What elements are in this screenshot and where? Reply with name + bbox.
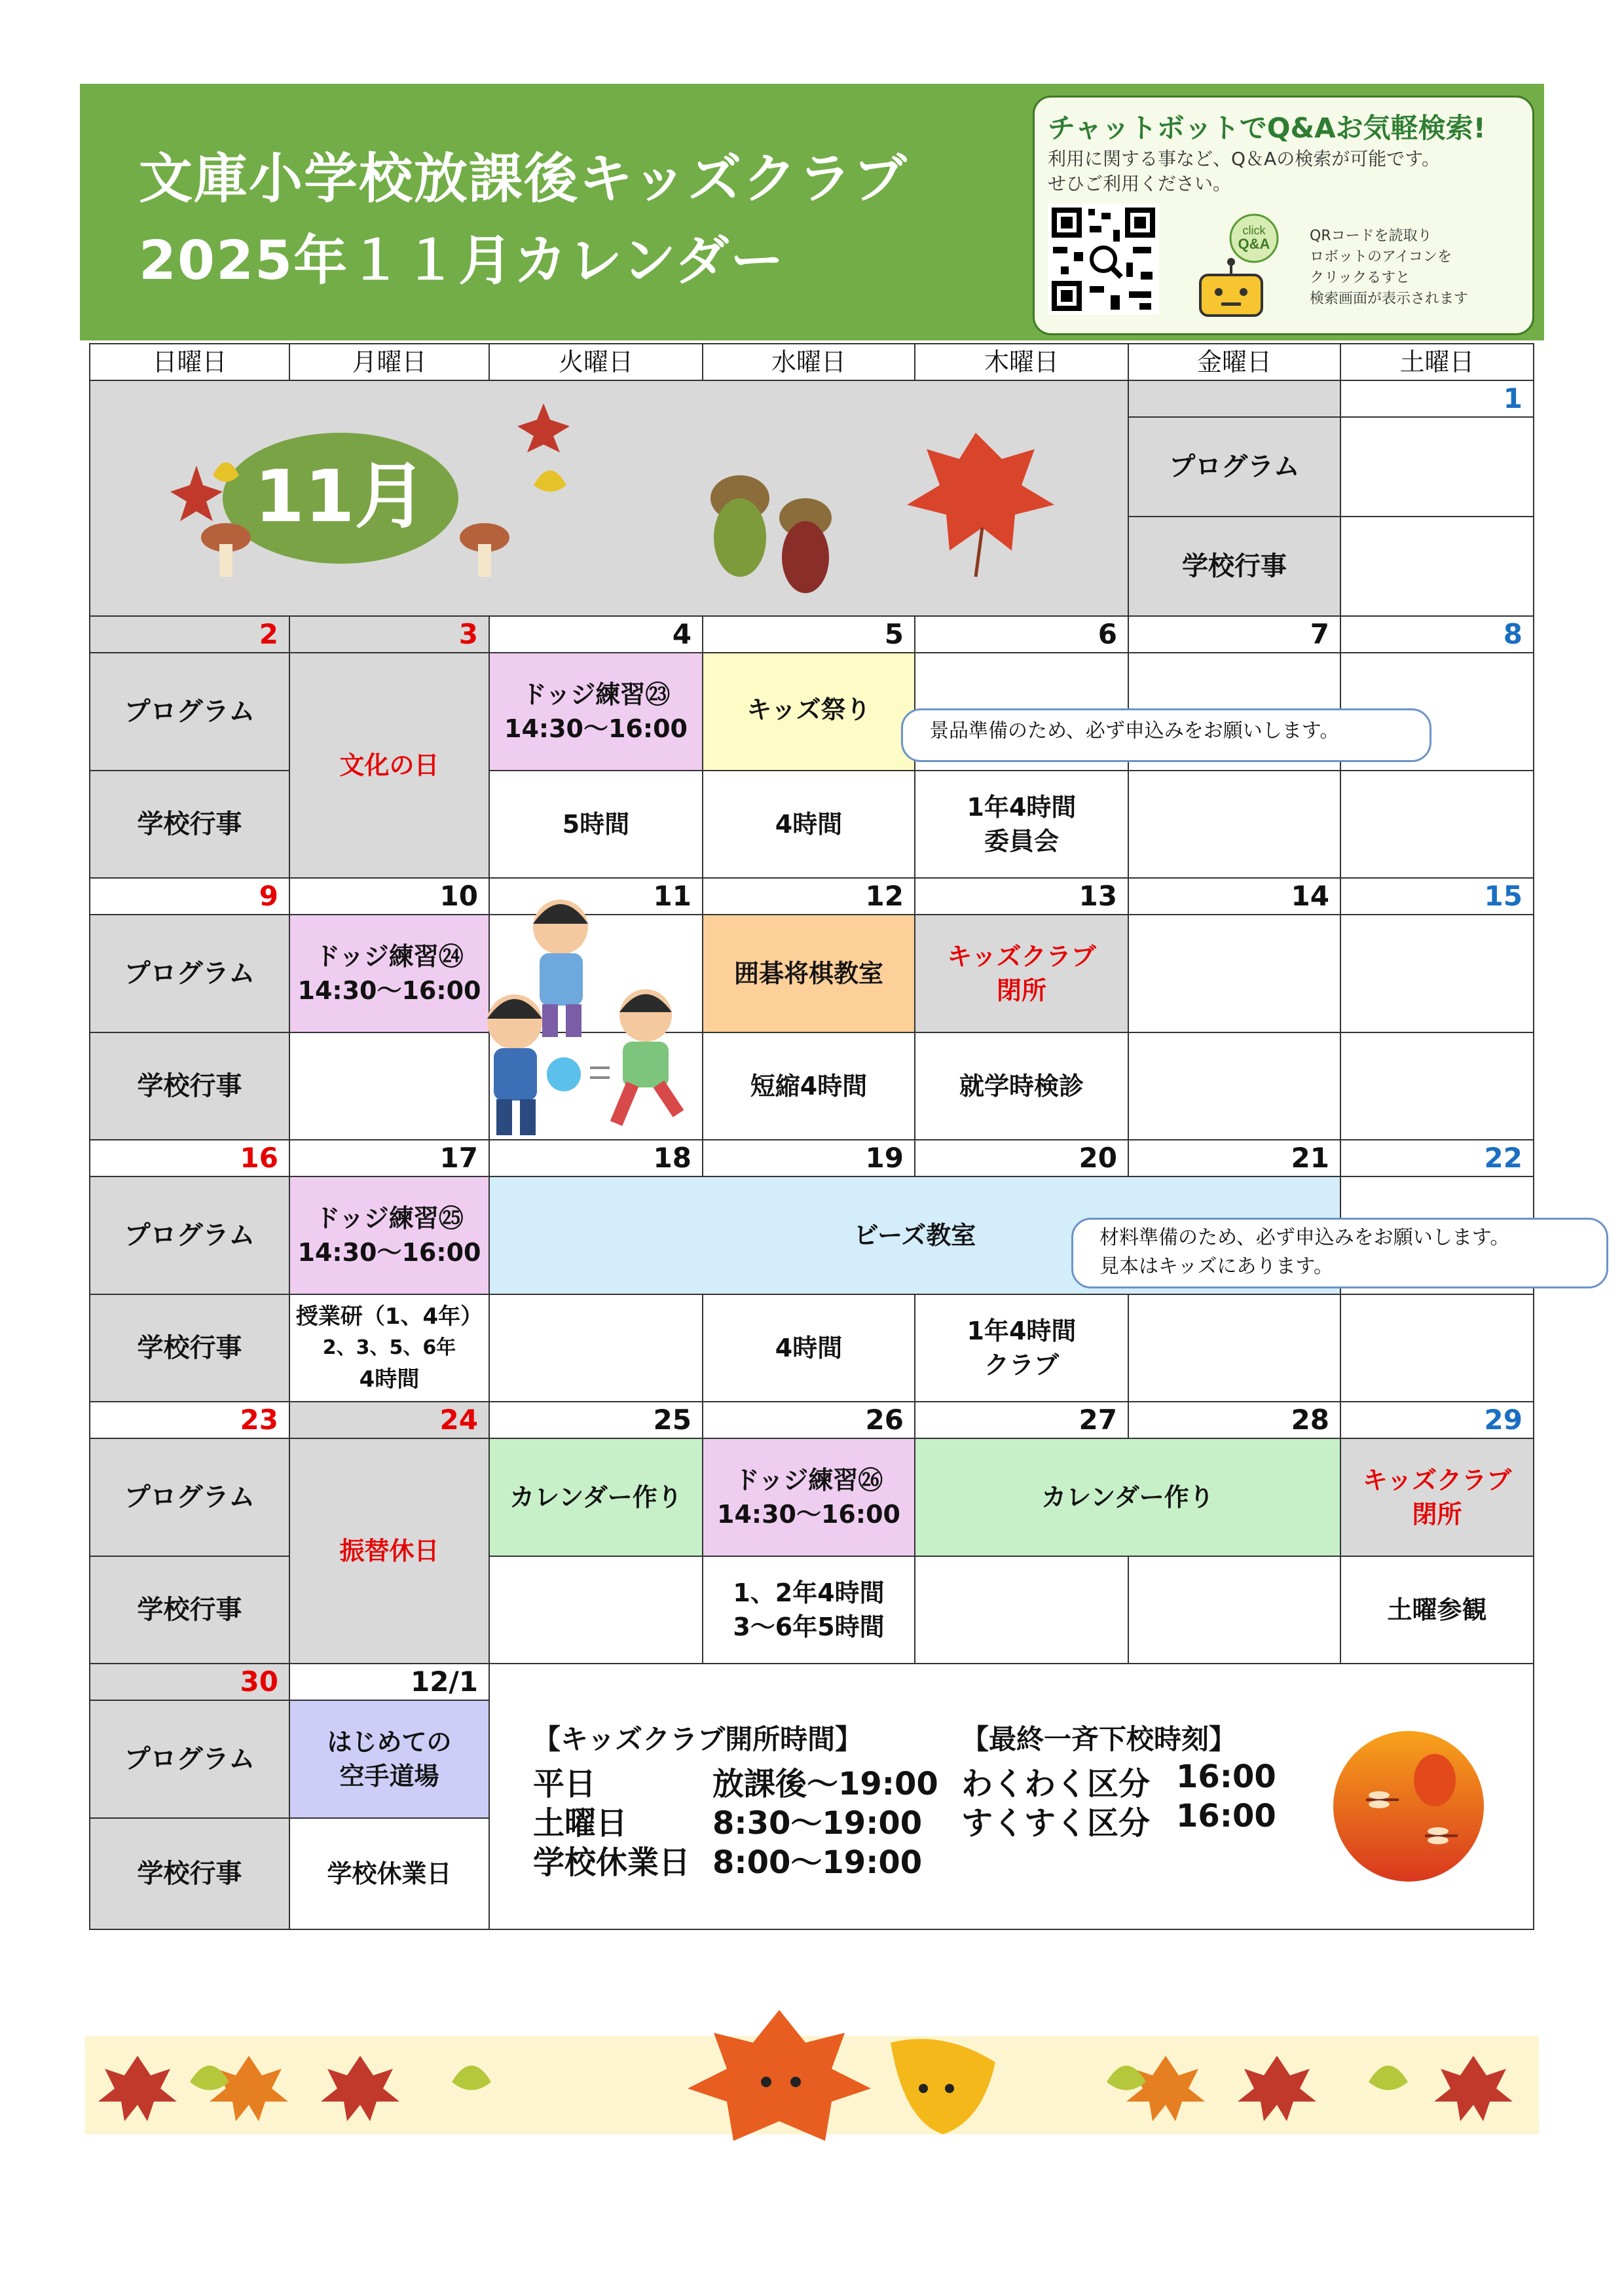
day-number-4: 4 xyxy=(489,615,703,653)
weekday-tue: 火曜日 xyxy=(489,343,703,381)
qa-instruction-4: 検索画面が表示されます xyxy=(1310,291,1469,307)
event-title: キッズクラブ xyxy=(947,942,1096,971)
school-event-line: 2、3、5、6年 xyxy=(322,1336,456,1359)
school-event: 土曜参観 xyxy=(1340,1556,1534,1664)
school-cell xyxy=(1340,516,1534,617)
autumn-leaves-footer-icon xyxy=(85,2003,1539,2154)
school-event: 学校休業日 xyxy=(289,1817,490,1930)
event-calendar-making: カレンダー作り xyxy=(914,1438,1341,1557)
day-number-3: 3 xyxy=(289,615,490,653)
hours-value: 放課後～19:00 xyxy=(712,1766,938,1802)
school-event-line: 1年4時間 xyxy=(967,793,1077,822)
calendar-grid xyxy=(89,343,1534,1930)
hours-value: 8:30～19:00 xyxy=(712,1805,923,1842)
event-kids-festival: キッズ祭り xyxy=(702,652,915,771)
school-event: 4時間 xyxy=(702,770,915,879)
day-number-17: 17 xyxy=(289,1139,490,1177)
school-event: 就学時検診 xyxy=(914,1032,1129,1140)
event-time: 14:30～16:00 xyxy=(504,714,688,743)
note-bubble-prizes: 景品準備のため、必ず申込みをお願いします。 xyxy=(901,708,1431,762)
hours-label: 平日 xyxy=(533,1766,597,1802)
weekday-wed: 水曜日 xyxy=(702,343,915,381)
event-title: キッズクラブ xyxy=(1362,1466,1512,1495)
event-dodge-24 xyxy=(289,914,490,1033)
bubble-line: 見本はキッズにあります。 xyxy=(1099,1255,1333,1278)
event-title: ドッジ練習㉕ xyxy=(315,1204,464,1233)
school-label: 学校行事 xyxy=(89,1817,290,1930)
qa-title: チャットボットでQ&Aお気軽検索! xyxy=(1048,112,1486,144)
day-number-5: 5 xyxy=(702,615,915,653)
qa-instruction-1: QRコードを読取り xyxy=(1310,228,1432,244)
school-cell xyxy=(1340,1294,1534,1402)
event-beads-class: ビーズ教室 xyxy=(489,1176,1341,1295)
school-cell xyxy=(1128,1556,1341,1664)
school-label: 学校行事 xyxy=(89,1294,290,1402)
day-number-28: 28 xyxy=(1128,1401,1341,1439)
sunset-dragonfly-icon xyxy=(1327,1724,1490,1888)
page-title: 文庫小学校放課後キッズクラブ xyxy=(139,148,908,210)
school-cell xyxy=(1340,1032,1534,1140)
weekday-fri: 金曜日 xyxy=(1128,343,1341,381)
day-number-8: 8 xyxy=(1340,615,1534,653)
school-cell xyxy=(1128,1294,1341,1402)
day-number-23: 23 xyxy=(89,1401,290,1439)
dodgeball-kids-icon xyxy=(462,888,718,1150)
school-label: 学校行事 xyxy=(89,770,290,879)
day-number-dec1: 12/1 xyxy=(289,1663,490,1701)
day-number-10: 10 xyxy=(289,877,490,915)
hours-value: 8:00～19:00 xyxy=(712,1844,923,1881)
note-bubble-materials xyxy=(1071,1218,1608,1288)
weekday-thu: 木曜日 xyxy=(914,343,1129,381)
event-time: 14:30～16:00 xyxy=(297,976,481,1005)
program-cell xyxy=(1128,914,1341,1033)
dismissal-label: すくすく区分 xyxy=(961,1805,1151,1842)
school-cell xyxy=(914,1556,1129,1664)
event-karate-dojo xyxy=(289,1700,490,1819)
school-event xyxy=(914,770,1129,879)
school-cell xyxy=(289,1032,490,1140)
weekday-sat: 土曜日 xyxy=(1340,343,1534,381)
dismissal-label: わくわく区分 xyxy=(961,1766,1151,1802)
school-event xyxy=(702,1556,915,1664)
hours-title: 【キッズクラブ開所時間】 xyxy=(533,1723,863,1755)
school-event: 4時間 xyxy=(702,1294,915,1402)
day-number-12: 12 xyxy=(702,877,915,915)
qa-chatbot-box xyxy=(1033,96,1534,335)
school-event-line: 4時間 xyxy=(359,1366,420,1393)
dismissal-value: 16:00 xyxy=(1176,1798,1276,1834)
weekday-sun: 日曜日 xyxy=(89,343,290,381)
bubble-line: 材料準備のため、必ず申込みをお願いします。 xyxy=(1099,1226,1510,1249)
day-cell-empty xyxy=(1128,380,1341,418)
event-calendar-making: カレンダー作り xyxy=(489,1438,703,1557)
day-number-22: 22 xyxy=(1340,1139,1534,1177)
day-number-20: 20 xyxy=(914,1139,1129,1177)
school-cell xyxy=(1340,770,1534,879)
program-label: プログラム xyxy=(89,1438,290,1557)
robot-icon[interactable] xyxy=(1195,212,1290,320)
header-banner xyxy=(80,84,1544,340)
event-dodge-23 xyxy=(489,652,703,771)
day-number-9: 9 xyxy=(89,877,290,915)
hours-label: 学校休業日 xyxy=(533,1844,691,1881)
day-number-11: 11 xyxy=(489,877,703,915)
school-event-line: 1年4時間 xyxy=(967,1317,1077,1345)
school-cell xyxy=(489,1556,703,1664)
event-title: ドッジ練習㉔ xyxy=(315,942,464,971)
day-number-24: 24 xyxy=(289,1401,490,1439)
page-subtitle: 2025年１１月カレンダー xyxy=(139,230,785,292)
event-club-closed xyxy=(1340,1438,1534,1557)
program-label: プログラム xyxy=(89,914,290,1033)
event-go-shogi: 囲碁将棋教室 xyxy=(702,914,915,1033)
program-label: プログラム xyxy=(89,652,290,771)
program-label: プログラム xyxy=(89,1176,290,1295)
day-number-15: 15 xyxy=(1340,877,1534,915)
day-number-19: 19 xyxy=(702,1139,915,1177)
holiday-bunka: 文化の日 xyxy=(289,652,490,879)
school-event-line: 委員会 xyxy=(984,827,1059,856)
qa-description-1: 利用に関する事など、Q＆Aの検索が可能です。 xyxy=(1048,148,1440,170)
school-event xyxy=(914,1294,1129,1402)
qa-description-2: せひご利用ください。 xyxy=(1048,173,1232,194)
event-title: はじめての xyxy=(327,1728,452,1757)
month-label: 11月 xyxy=(254,454,427,538)
day-number-25: 25 xyxy=(489,1401,703,1439)
event-title: ドッジ練習㉓ xyxy=(521,680,671,709)
school-cell xyxy=(1128,1032,1341,1140)
school-event: 5時間 xyxy=(489,770,703,879)
qa-instruction-2: ロボットのアイコンを xyxy=(1310,249,1452,265)
school-label: 学校行事 xyxy=(1128,516,1341,617)
school-label: 学校行事 xyxy=(89,1032,290,1140)
event-club-closed xyxy=(914,914,1129,1033)
program-label: プログラム xyxy=(1128,416,1341,517)
school-event xyxy=(289,1294,490,1402)
dismissal-value: 16:00 xyxy=(1176,1758,1276,1795)
school-cell xyxy=(489,1294,703,1402)
school-event-line: 授業研（1、4年） xyxy=(295,1303,483,1330)
hours-label: 土曜日 xyxy=(533,1805,628,1842)
event-title: 空手道場 xyxy=(339,1762,439,1791)
day-number-18: 18 xyxy=(489,1139,703,1177)
event-dodge-26 xyxy=(702,1438,915,1557)
program-cell xyxy=(1340,914,1534,1033)
svg-text:Q&A: Q&A xyxy=(1238,236,1270,252)
school-event: 短縮4時間 xyxy=(702,1032,915,1140)
event-dodge-25 xyxy=(289,1176,490,1295)
day-number-13: 13 xyxy=(914,877,1129,915)
month-banner xyxy=(89,380,1129,617)
school-event-line: 1、2年4時間 xyxy=(733,1578,885,1607)
event-title: 閉所 xyxy=(996,976,1046,1005)
qa-instructions xyxy=(1310,226,1468,310)
school-cell xyxy=(1128,770,1341,879)
day-number-16: 16 xyxy=(89,1139,290,1177)
program-cell xyxy=(1340,416,1534,517)
holiday-furikae: 振替休日 xyxy=(289,1438,490,1664)
autumn-decoration-icon xyxy=(98,387,1120,610)
click-badge-text: click xyxy=(1242,224,1266,237)
event-time: 14:30～16:00 xyxy=(717,1500,900,1529)
school-event-line: 3～6年5時間 xyxy=(733,1613,885,1641)
event-title: ドッジ練習㉖ xyxy=(734,1466,883,1495)
dismissal-title: 【最終一斉下校時刻】 xyxy=(961,1723,1237,1755)
school-event-line: クラブ xyxy=(984,1351,1059,1379)
day-number-29: 29 xyxy=(1340,1401,1534,1439)
qr-code-icon[interactable] xyxy=(1048,204,1159,315)
day-number-27: 27 xyxy=(914,1401,1129,1439)
day-number-30: 30 xyxy=(89,1663,290,1701)
day-number-14: 14 xyxy=(1128,877,1341,915)
day-number-26: 26 xyxy=(702,1401,915,1439)
program-label: プログラム xyxy=(89,1700,290,1819)
day-number-7: 7 xyxy=(1128,615,1341,653)
qa-instruction-3: クリックるすと xyxy=(1310,270,1411,286)
day-number-21: 21 xyxy=(1128,1139,1341,1177)
day-number-1: 1 xyxy=(1340,380,1534,418)
weekday-mon: 月曜日 xyxy=(289,343,490,381)
event-title: 閉所 xyxy=(1412,1500,1462,1529)
day-number-2: 2 xyxy=(89,615,290,653)
event-time: 14:30～16:00 xyxy=(297,1238,481,1267)
day-number-6: 6 xyxy=(914,615,1129,653)
school-label: 学校行事 xyxy=(89,1556,290,1664)
